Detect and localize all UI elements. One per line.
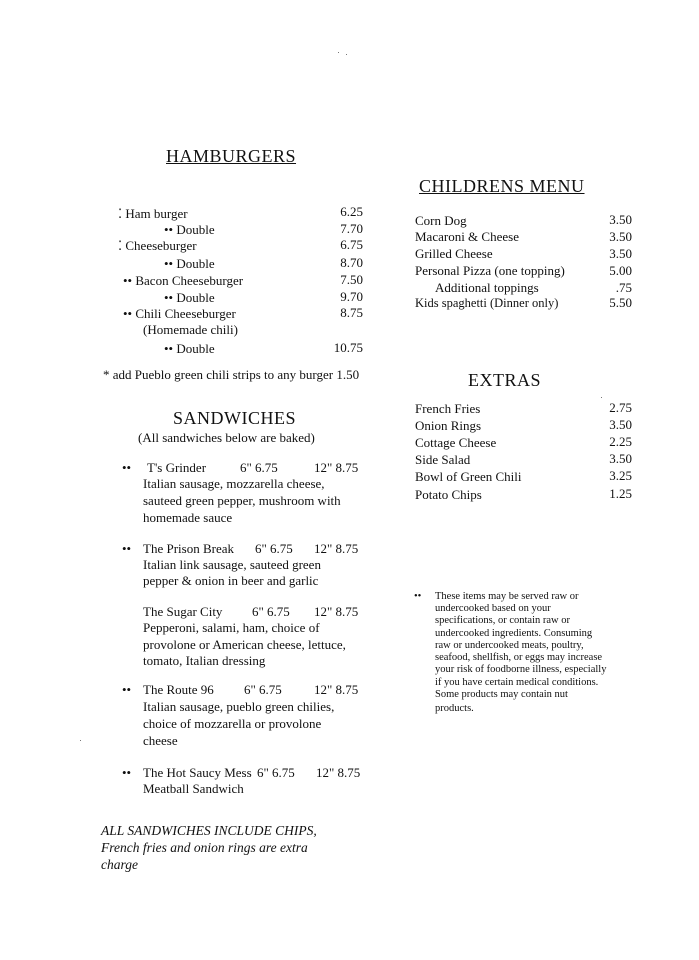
disclaimer-line: undercooked based on your — [435, 603, 551, 614]
menu-item-price: 3.50 — [609, 451, 632, 466]
sandwich-name: The Hot Saucy Mess — [143, 765, 252, 780]
disclaimer-line: Some products may contain nut — [435, 689, 568, 700]
sandwich-desc: pepper & onion in beer and garlic — [143, 573, 319, 588]
sandwich-desc: Italian link sausage, sauteed green — [143, 557, 321, 572]
menu-item-label: •• Chili Cheeseburger — [123, 306, 236, 321]
sandwich-name: T's Grinder — [147, 460, 207, 475]
menu-item-price: 9.70 — [340, 289, 363, 304]
menu-item-price: 8.75 — [340, 305, 363, 320]
sandwich-desc: Meatball Sandwich — [143, 781, 244, 796]
menu-item-label: •• Double — [164, 222, 215, 237]
menu-item-price: 6.25 — [340, 204, 363, 219]
sandwich-name: The Sugar City — [143, 604, 223, 619]
disclaimer-mark: •• — [414, 591, 422, 602]
menu-item-price: 5.50 — [609, 295, 632, 310]
sandwich-desc: cheese — [143, 733, 178, 748]
sandwich-name: The Prison Break — [143, 541, 234, 556]
disclaimer-line: your risk of foodborne illness, especially — [435, 664, 607, 675]
sandwich-price-12in: 12" 8.75 — [316, 765, 361, 780]
disclaimer-line: specifications, or contain raw or — [435, 615, 570, 626]
menu-item-price: 3.50 — [609, 417, 632, 432]
disclaimer-line: seafood, shellfish, or eggs may increase — [435, 652, 603, 663]
menu-item-price: 7.50 — [340, 272, 363, 287]
menu-item-price: 3.25 — [609, 468, 632, 483]
disclaimer-line: undercooked ingredients. Consuming — [435, 628, 593, 639]
sandwich-desc: Italian sausage, mozzarella cheese, — [143, 476, 325, 491]
menu-item-label: Grilled Cheese — [415, 246, 493, 261]
sandwich-desc: sauteed green pepper, mushroom with — [143, 493, 341, 508]
sandwich-footer-line: French fries and onion rings are extra — [101, 840, 308, 855]
menu-item-label: Potato Chips — [415, 487, 482, 502]
menu-item-price: .75 — [615, 280, 632, 295]
menu-item-label: •• Double — [164, 341, 215, 356]
menu-item-price: 8.70 — [340, 255, 363, 270]
sandwiches-subtitle: (All sandwiches below are baked) — [138, 430, 315, 445]
extras-heading: EXTRAS — [468, 370, 542, 390]
menu-item-label: Onion Rings — [415, 418, 482, 433]
sandwich-name: The Route 96 — [143, 682, 214, 697]
scan-speck — [80, 740, 81, 741]
chili-strips-note: * add Pueblo green chili strips to any burger 1.50 — [103, 367, 360, 382]
menu-item-label: Side Salad — [415, 452, 471, 467]
sandwich-desc: choice of mozzarella or provolone — [143, 716, 322, 731]
sandwich-price-12in: 12" 8.75 — [314, 460, 359, 475]
menu-item-label: •• Double — [164, 256, 215, 271]
sandwich-footer-line: ALL SANDWICHES INCLUDE CHIPS, — [101, 823, 317, 838]
sandwich-desc: provolone or American cheese, lettuce, — [143, 637, 346, 652]
menu-item-label: Kids spaghetti (Dinner only) — [415, 296, 559, 310]
menu-item-price: 10.75 — [333, 340, 363, 355]
disclaimer-line: if you have certain medical conditions. — [435, 677, 599, 688]
sandwich-price-12in: 12" 8.75 — [314, 541, 359, 556]
menu-item-price: 3.50 — [609, 246, 632, 261]
sandwich-price-12in: 12" 8.75 — [314, 682, 359, 697]
sandwich-desc: Italian sausage, pueblo green chilies, — [143, 699, 335, 714]
sandwich-price-6in: 6" 6.75 — [244, 682, 282, 697]
menu-item-label: French Fries — [415, 401, 481, 416]
sandwich-desc: Pepperoni, salami, ham, choice of — [143, 620, 320, 635]
scan-speck — [346, 54, 347, 55]
scan-speck — [601, 397, 602, 398]
menu-item-label: Additional toppings — [435, 280, 539, 295]
menu-item-label: Corn Dog — [415, 213, 467, 228]
disclaimer-line: These items may be served raw or — [435, 591, 579, 602]
menu-item-price: 3.50 — [609, 212, 632, 227]
scan-speck — [338, 52, 339, 53]
sandwich-mark: •• — [122, 460, 132, 475]
sandwich-desc: homemade sauce — [143, 510, 233, 525]
menu-item-price: 3.50 — [609, 229, 632, 244]
sandwiches-heading: SANDWICHES — [173, 408, 297, 428]
menu-item-price: 2.25 — [609, 434, 632, 449]
menu-item-label: Macaroni & Cheese — [415, 229, 519, 244]
sandwich-price-6in: 6" 6.75 — [257, 765, 295, 780]
menu-item-note: (Homemade chili) — [143, 322, 238, 337]
menu-item-label: Cottage Cheese — [415, 435, 497, 450]
menu-item-label: ⁚ Ham burger — [118, 206, 188, 221]
sandwich-mark: •• — [122, 541, 132, 556]
menu-item-price: 5.00 — [609, 263, 632, 278]
menu-item-price: 2.75 — [609, 400, 632, 415]
menu-item-label: ⁚ Cheeseburger — [118, 238, 197, 253]
menu-item-price: 1.25 — [609, 486, 632, 501]
disclaimer-line: products. — [435, 703, 474, 714]
sandwich-price-6in: 6" 6.75 — [240, 460, 278, 475]
sandwich-price-6in: 6" 6.75 — [252, 604, 290, 619]
sandwich-mark: •• — [122, 765, 132, 780]
menu-item-label: •• Double — [164, 290, 215, 305]
disclaimer-line: raw or undercooked meats, poultry, — [435, 640, 584, 651]
menu-item-price: 6.75 — [340, 237, 363, 252]
childrens-menu-heading: CHILDRENS MENU — [419, 176, 585, 196]
sandwich-price-6in: 6" 6.75 — [255, 541, 293, 556]
sandwich-desc: tomato, Italian dressing — [143, 653, 266, 668]
sandwich-mark: •• — [122, 682, 132, 697]
menu-item-price: 7.70 — [340, 221, 363, 236]
hamburgers-heading: HAMBURGERS — [166, 146, 297, 166]
menu-item-label: Bowl of Green Chili — [415, 469, 522, 484]
menu-item-label: •• Bacon Cheeseburger — [123, 273, 244, 288]
menu-item-label: Personal Pizza (one topping) — [415, 263, 565, 278]
sandwich-footer-line: charge — [101, 857, 138, 872]
sandwich-price-12in: 12" 8.75 — [314, 604, 359, 619]
